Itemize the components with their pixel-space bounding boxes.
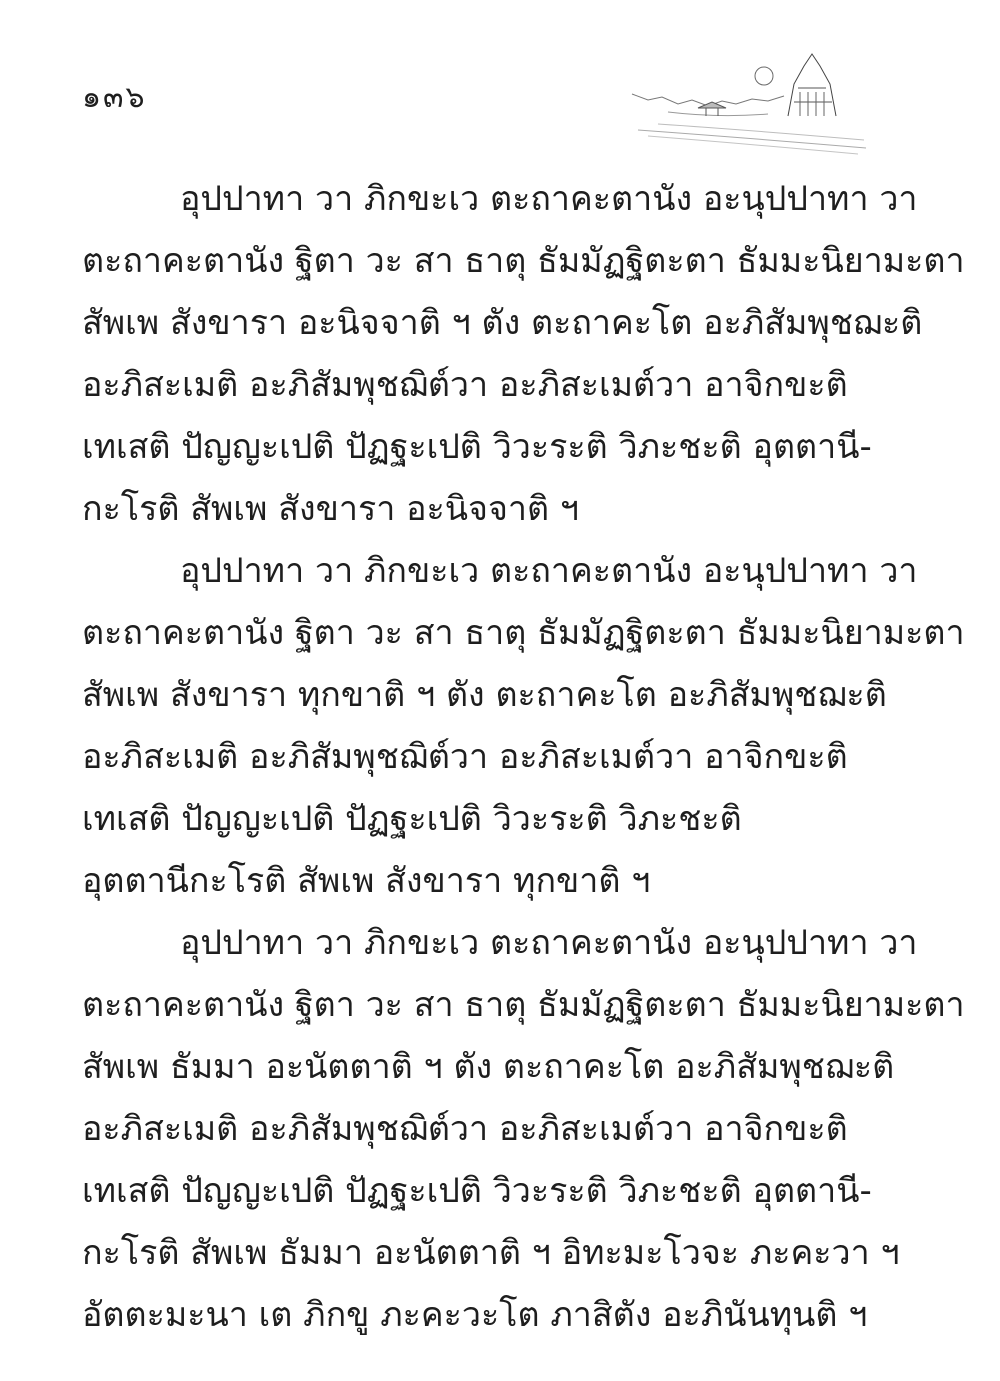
text-line: เทเสติ ปัญญะเปติ ปัฏฐะเปติ วิวะระติ วิภะชะติ xyxy=(82,799,742,839)
temple-landscape-illustration xyxy=(628,44,868,154)
paragraph-1 xyxy=(82,168,965,540)
text-line: กะโรติ สัพเพ ธัมมา อะนัตตาติ ฯ อิทะมะโวจะ ภะคะวา ฯ xyxy=(82,1233,900,1273)
text-line: อุตตานีกะโรติ สัพเพ สังขารา ทุกขาติ ฯ xyxy=(82,861,651,901)
text-line: สัพเพ ธัมมา อะนัตตาติ ฯ ตัง ตะถาคะโต อะภิสัมพุชฌะติ xyxy=(82,1047,895,1087)
paragraph-2 xyxy=(82,540,965,912)
text-line: กะโรติ สัพเพ สังขารา อะนิจจาติ ฯ xyxy=(82,489,579,529)
moon-icon xyxy=(755,67,773,85)
text-line: อุปปาทา วา ภิกขะเว ตะถาคะตานัง อะนุปปาทา วา xyxy=(180,551,918,591)
text-line: อะภิสะเมติ อะภิสัมพุชฌิต์วา อะภิสะเมต์วา อาจิกขะติ xyxy=(82,1109,848,1149)
paragraph-3 xyxy=(82,912,965,1346)
text-line: สัพเพ สังขารา ทุกขาติ ฯ ตัง ตะถาคะโต อะภิสัมพุชฌะติ xyxy=(82,675,887,715)
text-line: อะภิสะเมติ อะภิสัมพุชฌิต์วา อะภิสะเมต์วา อาจิกขะติ xyxy=(82,365,848,405)
text-line: เทเสติ ปัญญะเปติ ปัฏฐะเปติ วิวะระติ วิภะชะติ อุตตานี- xyxy=(82,427,872,467)
text-line: เทเสติ ปัญญะเปติ ปัฏฐะเปติ วิวะระติ วิภะชะติ อุตตานี- xyxy=(82,1171,872,1211)
text-line: ตะถาคะตานัง ฐิตา วะ สา ธาตุ ธัมมัฏฐิตะตา ธัมมะนิยามะตา xyxy=(82,613,965,653)
page-number: ๑๓๖ xyxy=(82,80,147,115)
chant-text xyxy=(82,168,965,1346)
text-line: ตะถาคะตานัง ฐิตา วะ สา ธาตุ ธัมมัฏฐิตะตา ธัมมะนิยามะตา xyxy=(82,985,965,1025)
text-line: อุปปาทา วา ภิกขะเว ตะถาคะตานัง อะนุปปาทา วา xyxy=(180,179,918,219)
text-line: ตะถาคะตานัง ฐิตา วะ สา ธาตุ ธัมมัฏฐิตะตา ธัมมะนิยามะตา xyxy=(82,241,965,281)
text-line: อะภิสะเมติ อะภิสัมพุชฌิต์วา อะภิสะเมต์วา อาจิกขะติ xyxy=(82,737,848,777)
text-line: สัพเพ สังขารา อะนิจจาติ ฯ ตัง ตะถาคะโต อะภิสัมพุชฌะติ xyxy=(82,303,923,343)
text-line: อัตตะมะนา เต ภิกขู ภะคะวะโต ภาสิตัง อะภินันทุนติ ฯ xyxy=(82,1295,868,1335)
text-line: อุปปาทา วา ภิกขะเว ตะถาคะตานัง อะนุปปาทา วา xyxy=(180,923,918,963)
